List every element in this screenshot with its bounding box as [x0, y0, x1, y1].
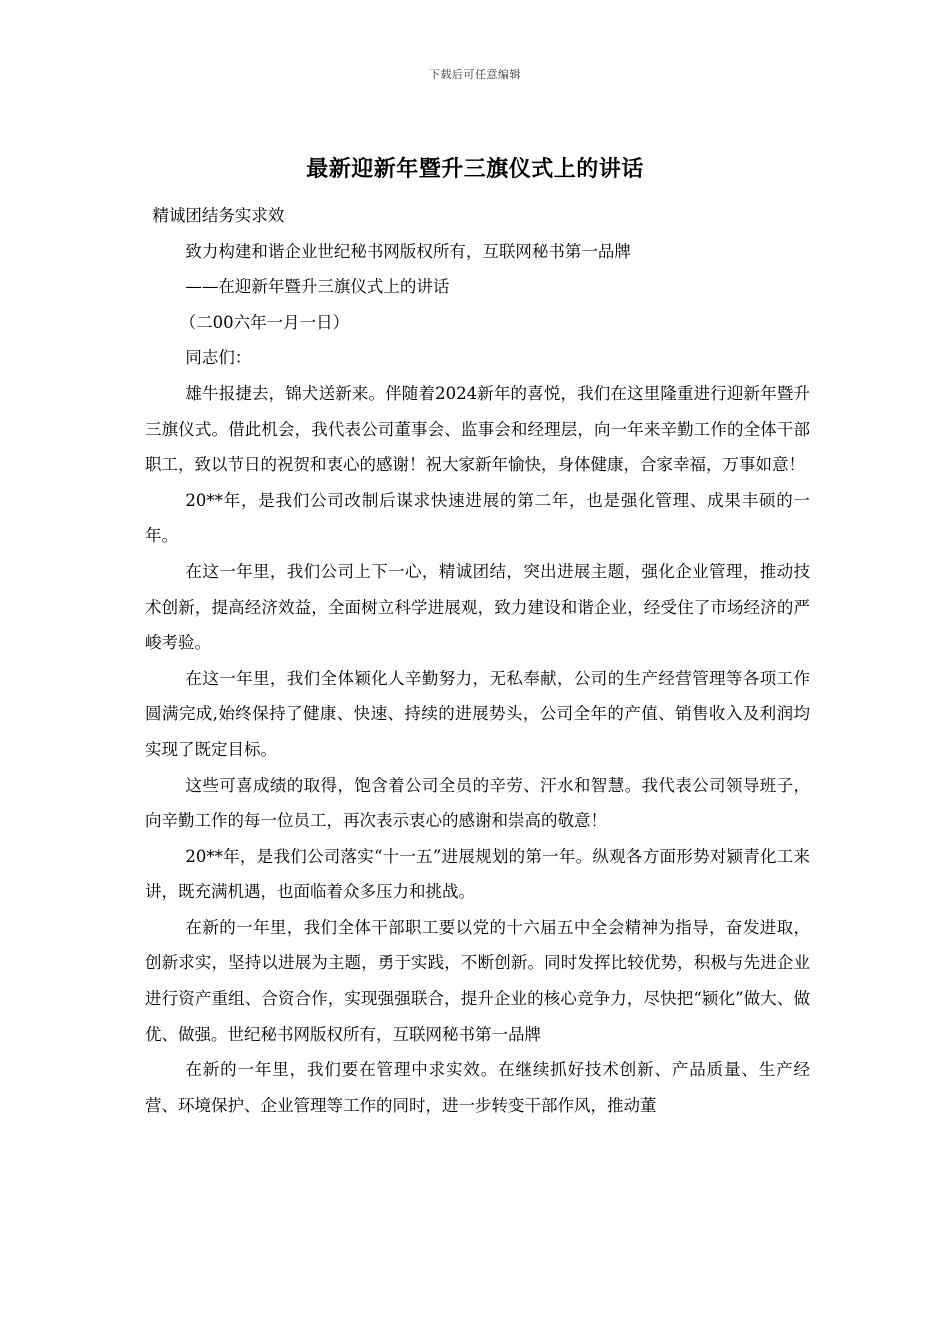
- paragraph: 在这一年里，我们公司上下一心，精诚团结，突出进展主题，强化企业管理，推动技术创新，提高经济效益，全面树立科学进展观，致力建设和谐企业，经受住了市场经济的严峻考验。: [145, 561, 810, 653]
- document-title: 最新迎新年暨升三旗仪式上的讲话: [306, 156, 644, 182]
- paragraph: 在新的一年里，我们全体干部职工要以党的十六届五中全会精神为指导，奋发进取，创新求实，坚持以进展为主题，勇于实践，不断创新。同时发挥比较优势，积极与先进企业进行资产重组、合资合作，实现强强联合，提升企业的核心竞争力，尽快把“颍化”做大、做优、做强。世纪秘书网版权所有，互联网秘书第一品牌: [145, 917, 810, 1044]
- paragraph: 致力构建和谐企业世纪秘书网版权所有，互联网秘书第一品牌: [185, 241, 631, 261]
- paragraph: （二00六年一月一日）: [179, 312, 350, 332]
- paragraph: 这些可喜成绩的取得，饱含着公司全员的辛劳、汗水和智慧。我代表公司领导班子，向辛勤工作的每一位员工，再次表示衷心的感谢和崇高的敬意！: [145, 775, 810, 831]
- paragraph: 同志们：: [185, 348, 252, 368]
- page-header-note: 下载后可任意编辑: [429, 68, 521, 81]
- document-body: [145, 198, 810, 1123]
- paragraph: 在这一年里，我们全体颖化人辛勤努力，无私奉献，公司的生产经营管理等各项工作圆满完成,始终保持了健康、快速、持续的进展势头，公司全年的产值、销售收入及利润均实现了既定目标。: [145, 668, 810, 759]
- paragraph: 20**年，是我们公司落实“十一五”进展规划的第一年。纵观各方面形势对颍青化工来讲，既充满机遇，也面临着众多压力和挑战。: [145, 846, 810, 902]
- paragraph: 精诚团结务实求效: [152, 206, 285, 225]
- paragraph: 20**年，是我们公司改制后谋求快速进展的第二年，也是强化管理、成果丰硕的一年。: [145, 490, 810, 546]
- paragraph: ——在迎新年暨升三旗仪式上的讲话: [185, 277, 450, 297]
- paragraph: 在新的一年里，我们要在管理中求实效。在继续抓好技术创新、产品质量、生产经营、环境保护、企业管理等工作的同时，进一步转变干部作风，推动董: [145, 1060, 810, 1115]
- paragraph: 雄牛报捷去，锦犬送新来。伴随着2024新年的喜悦，我们在这里隆重进行迎新年暨升三旗仪式。借此机会，我代表公司董事会、监事会和经理层，向一年来辛勤工作的全体干部职工，致以节日的祝贺和衷心的感谢！祝大家新年愉快，身体健康，合家幸福，万事如意！: [145, 383, 810, 475]
